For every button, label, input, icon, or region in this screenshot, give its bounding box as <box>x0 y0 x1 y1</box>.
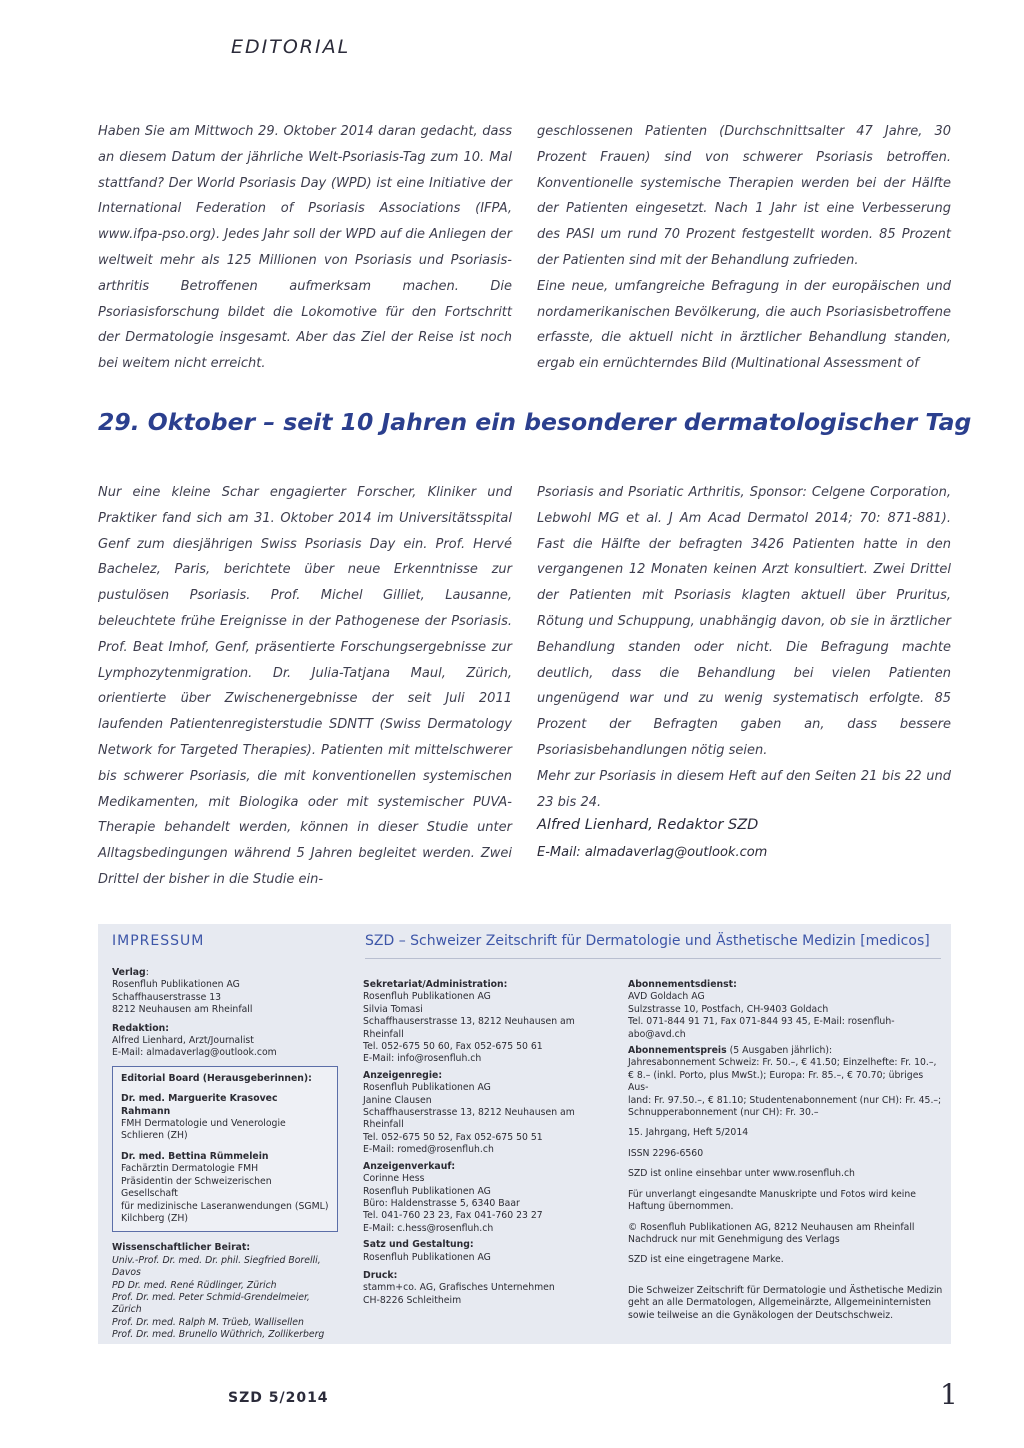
anzeigenverkauf-line: Rosenfluh Publikationen AG <box>363 1185 491 1197</box>
impressum-subtitle: SZD – Schweizer Zeitschrift für Dermatologie und Ästhetische Medizin [medicos] <box>365 933 930 949</box>
beirat-line: PD Dr. med. René Rüdlinger, Zürich <box>112 1279 277 1291</box>
board-member-name: Dr. med. Marguerite Krasovec Rahmann <box>121 1093 278 1117</box>
zielgruppe-line: Die Schweizer Zeitschrift für Dermatologie und Ästhetische Medizin <box>628 1284 943 1296</box>
copyright-line: Nachdruck nur mit Genehmigung des Verlags <box>628 1233 840 1245</box>
abopreis-line: Jahresabonnement Schweiz: Fr. 50.–, € 41.50; Einzelhefte: Fr. 10.–, <box>628 1057 937 1069</box>
board-member-line: für medizinische Laseranwendungen (SGML) <box>121 1200 329 1212</box>
board-member-line: Fachärztin Dermatologie FMH <box>121 1163 259 1175</box>
beirat-line: Prof. Dr. med. Brunello Wüthrich, Zollikerberg <box>112 1329 325 1341</box>
anzeigenregie-line: Rosenfluh Publikationen AG <box>363 1082 491 1094</box>
intro-right-p2: Eine neue, umfangreiche Befragung in der europäischen und nordamerikanischen Bevölkerung, die auch Psoriasisbetroffene erfasste, die aktuell nicht in ärztlicher Behandlung standen, ergab ein ernüchterndes Bild (Multinational Assessment of <box>537 278 951 372</box>
verlag-line: Schaffhauserstrasse 13 <box>112 991 222 1003</box>
druck-line: stamm+co. AG, Grafisches Unternehmen <box>363 1282 555 1294</box>
board-member-line: Kilchberg (ZH) <box>121 1212 189 1224</box>
impressum-column-2 <box>363 967 613 1307</box>
editorial-board-box <box>112 1066 338 1232</box>
anzeigenverkauf-line: Tel. 041-760 23 23, Fax 041-760 23 27 <box>363 1210 543 1222</box>
anzeigenregie-line: Janine Clausen <box>363 1094 432 1106</box>
anzeigenverkauf-line: Büro: Haldenstrasse 5, 6340 Baar <box>363 1197 520 1209</box>
verlag-line: 8212 Neuhausen am Rheinfall <box>112 1004 253 1016</box>
abopreis-heading: Abonnementspreis <box>628 1045 727 1057</box>
redaktion-line: Alfred Lienhard, Arzt/Journalist <box>112 1035 254 1047</box>
beirat-line: Univ.-Prof. Dr. med. Dr. phil. Siegfried Borelli, Davos <box>112 1254 321 1279</box>
beirat-line: Prof. Dr. med. Peter Schmid-Grendelmeier, Zürich <box>112 1291 310 1316</box>
board-member-line: Präsidentin der Schweizerischen Gesellschaft <box>121 1175 272 1200</box>
body-right-p2: Mehr zur Psoriasis in diesem Heft auf den Seiten 21 bis 22 und 23 bis 24. <box>537 768 951 810</box>
abopreis-line: € 8.– (inkl. Porto, plus MwSt.); Europa: Fr. 85.–, € 70.70; übriges Aus- <box>628 1069 924 1094</box>
sekretariat-line: Silvia Tomasi <box>363 1003 423 1015</box>
online-note: SZD ist online einsehbar unter www.rosenfluh.ch <box>628 1168 855 1180</box>
section-label: EDITORIAL <box>231 36 351 58</box>
journal-issue: SZD 5/2014 <box>228 1390 329 1406</box>
impressum-divider <box>365 958 941 959</box>
impressum-column-3 <box>628 967 944 1322</box>
copyright-line: © Rosenfluh Publikationen AG, 8212 Neuhausen am Rheinfall <box>628 1221 915 1233</box>
board-member-name: Dr. med. Bettina Rümmelein <box>121 1150 269 1162</box>
druck-line: CH-8226 Schleitheim <box>363 1294 462 1306</box>
abopreis-line: land: Fr. 97.50.–, € 81.10; Studentenabonnement (nur CH): Fr. 45.–; <box>628 1094 942 1106</box>
manuskripte-line: Haftung übernommen. <box>628 1201 734 1213</box>
body-left-text: Nur eine kleine Schar engagierter Forscher, Kliniker und Praktiker fand sich am 31. Oktober 2014 im Universitätsspital Genf zum diesjährigen Swiss Psoriasis Day ein. Prof. Hervé Bachelez, Paris, berichtete über neue Erkenntnisse zur pustulösen Psoriasis. Prof. Michel Gilliet, Lausanne, beleuchtete frühe Ereignisse in der Pathogenese der Psoriasis. Prof. Beat Imhof, Genf, präsentierte Forschungsergebnisse zur Lymphozytenmigration. Dr. Julia-Tatjana Maul, Zürich, orientierte über Zwischenergebnisse der seit Juli 2011 laufenden Patientenregisterstudie SDNTT (Swiss Dermatology Network for Targeted Therapies). Patienten mit mittelschwerer bis schwerer Psoriasis, die mit konventionellen systemischen Medikamenten, mit Biologika oder mit systemischer PUVA-Therapie behandelt werden, können in dieser Studie unter Alltagsbedingungen während 5 Jahren begleitet werden. Zwei Drittel der bisher in die Studie ein- <box>98 485 512 887</box>
intro-left-text: Haben Sie am Mittwoch 29. Oktober 2014 daran gedacht, dass an diesem Datum der jährliche Welt-Psoriasis-Tag zum 10. Mal stattfand? Der World Psoriasis Day (WPD) ist eine Initiative der International Federation of Psoriasis Associations (IFPA, www.ifpa-pso.org). Jedes Jahr soll der WPD auf die Anliegen der weltweit mehr als 125 Millionen von Psoriasis und Psoriasis-arthritis Betroffenen aufmerksam machen. Die Psoriasisforschung bildet die Lokomotive für den Fortschritt der Dermatologie insgesamt. Aber das Ziel der Reise ist noch bei weitem nicht erreicht. <box>98 124 512 372</box>
verlag-heading: Verlag <box>112 967 146 978</box>
abodienst-line: Sulzstrasse 10, Postfach, CH-9403 Goldach <box>628 1003 829 1015</box>
sekretariat-line: E-Mail: info@rosenfluh.ch <box>363 1053 482 1065</box>
sekretariat-line: Tel. 052-675 50 60, Fax 052-675 50 61 <box>363 1041 543 1053</box>
abodienst-heading: Abonnementsdienst: <box>628 979 737 990</box>
intro-right-column <box>537 119 951 377</box>
body-left-column <box>98 480 512 893</box>
body-right-column <box>537 480 951 815</box>
sekretariat-line: Rosenfluh Publikationen AG <box>363 991 491 1003</box>
beirat-line: Prof. Dr. med. Ralph M. Trüeb, Wallisellen <box>112 1316 304 1328</box>
zielgruppe-line: geht an alle Dermatologen, Allgemeinärzte, Allgemeininternisten <box>628 1297 932 1309</box>
board-heading: Editorial Board (Herausgeberinnen): <box>121 1072 312 1084</box>
intro-right-p1: geschlossenen Patienten (Durchschnittsalter 47 Jahre, 30 Prozent Frauen) sind von schwerer Psoriasis betroffen. Konventionelle systemische Therapien werden bei der Hälfte der Patienten eingesetzt. Nach 1 Jahr ist eine Verbesserung des PASI um rund 70 Prozent festgestellt worden. 85 Prozent der Patienten sind mit der Behandlung zufrieden. <box>537 124 951 268</box>
abopreis-line: Schnupperabonnement (nur CH): Fr. 30.– <box>628 1107 819 1119</box>
redaktion-line: E-Mail: almadaverlag@outlook.com <box>112 1047 277 1059</box>
impressum-box <box>98 924 951 1344</box>
board-member-line: FMH Dermatologie und Venerologie <box>121 1118 286 1130</box>
anzeigenregie-line: E-Mail: romed@rosenfluh.ch <box>363 1144 494 1156</box>
board-member-line: Schlieren (ZH) <box>121 1130 188 1142</box>
article-headline: 29. Oktober – seit 10 Jahren ein besonderer dermatologischer Tag <box>98 408 972 436</box>
verlag-heading-colon: : <box>145 967 149 978</box>
satz-line: Rosenfluh Publikationen AG <box>363 1251 491 1263</box>
impressum-title: IMPRESSUM <box>112 933 205 949</box>
abopreis-heading-note: (5 Ausgaben jährlich): <box>726 1045 833 1057</box>
zielgruppe-line: sowie teilweise an die Gynäkologen der Deutschschweiz. <box>628 1309 894 1321</box>
trademark-note: SZD ist eine eingetragene Marke. <box>628 1254 784 1266</box>
manuskripte-line: Für unverlangt eingesandte Manuskripte und Fotos wird keine <box>628 1188 916 1200</box>
anzeigenregie-line: Schaffhauserstrasse 13, 8212 Neuhausen am Rheinfall <box>363 1107 575 1131</box>
verlag-line: Rosenfluh Publikationen AG <box>112 979 240 991</box>
satz-heading: Satz und Gestaltung: <box>363 1239 474 1251</box>
anzeigenverkauf-line: E-Mail: c.hess@rosenfluh.ch <box>363 1222 494 1234</box>
jahrgang: 15. Jahrgang, Heft 5/2014 <box>628 1127 749 1139</box>
body-right-p1: Psoriasis and Psoriatic Arthritis, Sponsor: Celgene Corporation, Lebwohl MG et al. J Am Acad Dermatol 2014; 70: 871-881). Fast die Hälfte der befragten 3426 Patienten hatte in den vergangenen 12 Monaten keinen Arzt konsultiert. Zwei Drittel der Patienten mit Psoriasis klagten aktuell über Pruritus, Rötung und Schuppung, unabhängig davon, ob sie in ärztlicher Behandlung standen oder nicht. Die Befragung machte deutlich, dass die Behandlung bei vielen Patienten ungenügend war und zu wenig systematisch erfolgte. 85 Prozent der Befragten gaben an, dass bessere Psoriasisbehandlungen nötig seien. <box>537 485 951 758</box>
anzeigenverkauf-line: Corinne Hess <box>363 1173 425 1185</box>
abodienst-line: AVD Goldach AG <box>628 991 705 1003</box>
anzeigenverkauf-heading: Anzeigenverkauf: <box>363 1160 456 1172</box>
intro-left-column <box>98 119 512 377</box>
sekretariat-line: Schaffhauserstrasse 13, 8212 Neuhausen am Rheinfall <box>363 1016 575 1040</box>
druck-heading: Druck: <box>363 1269 398 1281</box>
page-number: 1 <box>940 1378 958 1411</box>
author-email: E-Mail: almadaverlag@outlook.com <box>537 845 768 860</box>
beirat-heading: Wissenschaftlicher Beirat: <box>112 1242 251 1254</box>
sekretariat-heading: Sekretariat/Administration: <box>363 979 508 990</box>
anzeigenregie-heading: Anzeigenregie: <box>363 1069 443 1081</box>
abodienst-line: Tel. 071-844 91 71, Fax 071-844 93 45, E-Mail: rosenfluh-abo@avd.ch <box>628 1016 895 1040</box>
redaktion-heading: Redaktion: <box>112 1022 169 1034</box>
impressum-column-1 <box>112 967 337 1342</box>
author-signature: Alfred Lienhard, Redaktor SZD <box>537 817 759 833</box>
issn: ISSN 2296-6560 <box>628 1147 704 1159</box>
anzeigenregie-line: Tel. 052-675 50 52, Fax 052-675 50 51 <box>363 1131 543 1143</box>
